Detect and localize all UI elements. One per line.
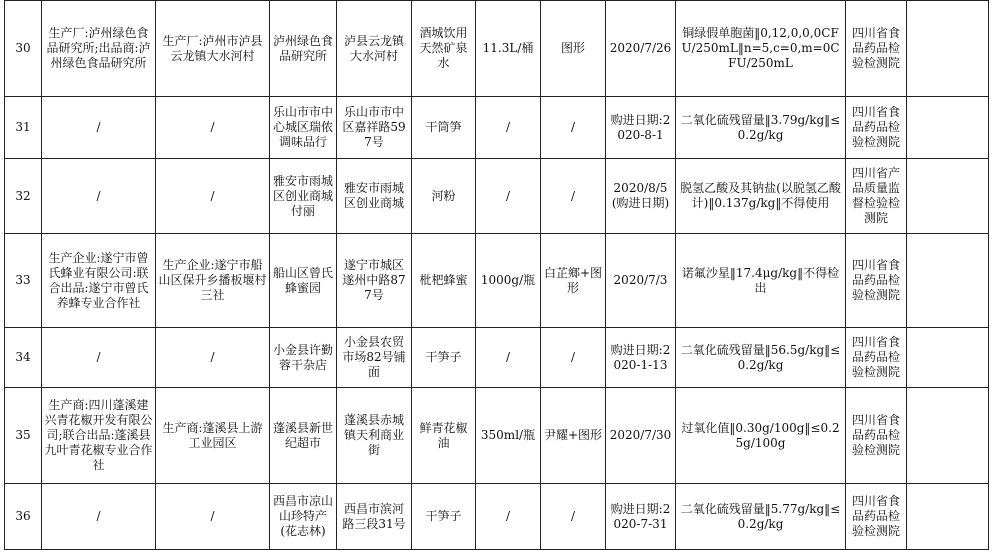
- seller-name-cell: 西昌市凉山山珍特产(花志林): [270, 484, 337, 550]
- producer-address-cell: /: [156, 97, 270, 159]
- table-row: [5, 328, 989, 388]
- product-name-cell: 酒城饮用天然矿泉水: [412, 1, 476, 97]
- inspection-agency-cell: 四川省产品质量监督检验检测院: [846, 159, 907, 234]
- seller-name-cell: 小金县许勤蓉干杂店: [270, 328, 337, 388]
- remarks-cell: [907, 484, 989, 550]
- failed-item-cell: 二氧化硫残留量‖56.5g/kg‖≤0.2g/kg: [676, 328, 846, 388]
- seller-address-cell: 乐山市市中区嘉祥路597号: [337, 97, 412, 159]
- seller-name-cell: 雅安市雨城区创业商城付丽: [270, 159, 337, 234]
- producer-name-cell: /: [42, 484, 156, 550]
- production-date-cell: 购进日期:2020-8-1: [606, 97, 676, 159]
- producer-name-cell: /: [42, 328, 156, 388]
- brand-cell: /: [541, 97, 606, 159]
- seller-address-cell: 蓬溪县赤城镇天利商业街: [337, 388, 412, 484]
- table-row: [5, 1, 989, 97]
- product-name-cell: 枇杷蜂蜜: [412, 234, 476, 328]
- seller-address-cell: 泸县云龙镇大水河村: [337, 1, 412, 97]
- producer-name-cell: /: [42, 97, 156, 159]
- seller-address-cell: 小金县农贸市场82号铺面: [337, 328, 412, 388]
- inspection-agency-cell: 四川省食品药品检验检测院: [846, 388, 907, 484]
- production-date-cell: 2020/7/30: [606, 388, 676, 484]
- specification-cell: /: [476, 328, 541, 388]
- producer-name-cell: 生产商:四川蓬溪建兴青花椒开发有限公司;联合出品:蓬溪县九叶青花椒专业合作社: [42, 388, 156, 484]
- table-row: [5, 234, 989, 328]
- row-number-cell: 32: [5, 159, 42, 234]
- row-number-cell: 30: [5, 1, 42, 97]
- inspection-agency-cell: 四川省食品药品检验检测院: [846, 1, 907, 97]
- inspection-agency-cell: 四川省食品药品检验检测院: [846, 234, 907, 328]
- inspection-agency-cell: 四川省食品药品检验检测院: [846, 97, 907, 159]
- remarks-cell: [907, 234, 989, 328]
- producer-address-cell: /: [156, 328, 270, 388]
- row-number-cell: 33: [5, 234, 42, 328]
- production-date-cell: 2020/7/26: [606, 1, 676, 97]
- failed-item-cell: 过氧化值‖0.30g/100g‖≤0.25g/100g: [676, 388, 846, 484]
- failed-item-cell: 二氧化硫残留量‖3.79g/kg‖≤0.2g/kg: [676, 97, 846, 159]
- seller-address-cell: 西昌市滨河路三段31号: [337, 484, 412, 550]
- brand-cell: 尹耀+图形: [541, 388, 606, 484]
- seller-name-cell: 乐山市市中心城区瑞侬调味品行: [270, 97, 337, 159]
- table-body: [5, 1, 989, 550]
- row-number-cell: 31: [5, 97, 42, 159]
- production-date-cell: 2020/8/5(购进日期): [606, 159, 676, 234]
- remarks-cell: [907, 1, 989, 97]
- producer-address-cell: 生产商:蓬溪县上游工业园区: [156, 388, 270, 484]
- brand-cell: 图形: [541, 1, 606, 97]
- specification-cell: /: [476, 159, 541, 234]
- producer-name-cell: 生产企业:遂宁市曾氏蜂业有限公司:联合出品:遂宁市曾氏养蜂专业合作社: [42, 234, 156, 328]
- seller-address-cell: 遂宁市城区遂州中路877号: [337, 234, 412, 328]
- brand-cell: /: [541, 159, 606, 234]
- specification-cell: /: [476, 97, 541, 159]
- failed-item-cell: 二氧化硫残留量‖5.77g/kg‖≤0.2g/kg: [676, 484, 846, 550]
- producer-address-cell: 生产企业:遂宁市船山区保升乡播板堰村三社: [156, 234, 270, 328]
- product-name-cell: 干筒笋: [412, 97, 476, 159]
- product-name-cell: 河粉: [412, 159, 476, 234]
- remarks-cell: [907, 328, 989, 388]
- seller-name-cell: 蓬溪县新世纪超市: [270, 388, 337, 484]
- specification-cell: 11.3L/桶: [476, 1, 541, 97]
- table-row: [5, 159, 989, 234]
- seller-address-cell: 雅安市雨城区创业商城: [337, 159, 412, 234]
- inspection-results-table: [4, 0, 989, 550]
- seller-name-cell: 船山区曾氏蜂蜜园: [270, 234, 337, 328]
- remarks-cell: [907, 159, 989, 234]
- product-name-cell: 鲜青花椒油: [412, 388, 476, 484]
- specification-cell: /: [476, 484, 541, 550]
- brand-cell: /: [541, 484, 606, 550]
- brand-cell: /: [541, 328, 606, 388]
- production-date-cell: 购进日期:2020-7-31: [606, 484, 676, 550]
- inspection-agency-cell: 四川省食品药品检验检测院: [846, 484, 907, 550]
- producer-name-cell: 生产厂:泸州绿色食品研究所;出品商:泸州绿色食品研究所: [42, 1, 156, 97]
- table-row: [5, 484, 989, 550]
- specification-cell: 1000g/瓶: [476, 234, 541, 328]
- producer-address-cell: /: [156, 484, 270, 550]
- remarks-cell: [907, 97, 989, 159]
- failed-item-cell: 铜绿假单胞菌‖0,12,0,0,0CFU/250mL‖n=5,c=0,m=0CFU/250mL: [676, 1, 846, 97]
- production-date-cell: 2020/7/3: [606, 234, 676, 328]
- producer-name-cell: /: [42, 159, 156, 234]
- row-number-cell: 35: [5, 388, 42, 484]
- row-number-cell: 36: [5, 484, 42, 550]
- failed-item-cell: 诺氟沙星‖17.4μg/kg‖不得检出: [676, 234, 846, 328]
- table-row: [5, 97, 989, 159]
- brand-cell: 白芷鄉+图形: [541, 234, 606, 328]
- table-row: [5, 388, 989, 484]
- row-number-cell: 34: [5, 328, 42, 388]
- production-date-cell: 购进日期:2020-1-13: [606, 328, 676, 388]
- remarks-cell: [907, 388, 989, 484]
- producer-address-cell: 生产厂:泸州市泸县云龙镇大水河村: [156, 1, 270, 97]
- inspection-agency-cell: 四川省食品药品检验检测院: [846, 328, 907, 388]
- producer-address-cell: /: [156, 159, 270, 234]
- seller-name-cell: 泸州绿色食品研究所: [270, 1, 337, 97]
- product-name-cell: 干笋子: [412, 484, 476, 550]
- specification-cell: 350ml/瓶: [476, 388, 541, 484]
- product-name-cell: 干笋子: [412, 328, 476, 388]
- failed-item-cell: 脱氢乙酸及其钠盐(以脱氢乙酸计)‖0.137g/kg‖不得使用: [676, 159, 846, 234]
